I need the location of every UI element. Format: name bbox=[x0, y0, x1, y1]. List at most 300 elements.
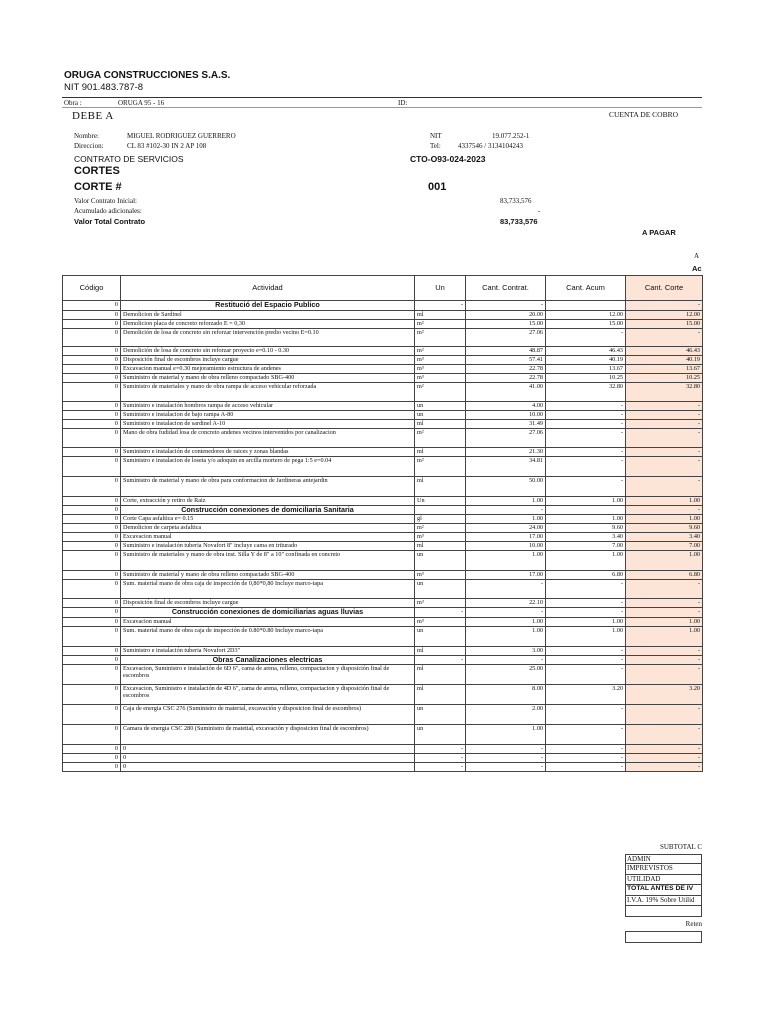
table-row bbox=[63, 744, 703, 753]
table-row bbox=[63, 524, 703, 533]
row-cant-corte: - bbox=[626, 599, 703, 608]
row-cant-corte: 6.80 bbox=[626, 571, 703, 580]
row-activity: Suministro e instalación tuberia Novafort 8" incluye cama en triturado bbox=[121, 542, 415, 551]
row-activity: Excavacion, Suministro e instalación de 4D 6", cama de arena, relleno, compactacion y disposición final de escombros bbox=[121, 684, 415, 704]
table-row bbox=[63, 664, 703, 684]
row-cant-corte: 1.00 bbox=[626, 626, 703, 646]
row-code: 0 bbox=[63, 580, 121, 599]
row-code: 0 bbox=[63, 383, 121, 402]
row-cant-contrat: - bbox=[466, 655, 546, 664]
row-cant-contrat: - bbox=[466, 762, 546, 771]
row-activity: Corte, extracción y retiro de Raiz bbox=[121, 497, 415, 506]
iva-label: I.V.A. 19% Sobre Utilid bbox=[625, 896, 702, 907]
row-cant-corte: - bbox=[626, 655, 703, 664]
row-cant-acum: - bbox=[546, 411, 626, 420]
row-cant-contrat: - bbox=[466, 506, 546, 515]
row-code: 0 bbox=[63, 542, 121, 551]
row-unit-label: m² bbox=[417, 429, 424, 436]
row-cant-contrat: - bbox=[466, 744, 546, 753]
row-unit-label: m² bbox=[417, 524, 424, 532]
row-cant-contrat: 22.78 bbox=[466, 374, 546, 383]
table-row bbox=[63, 724, 703, 744]
table-row bbox=[63, 448, 703, 457]
contrato-label: CONTRATO DE SERVICIOS bbox=[74, 154, 184, 164]
row-cant-contrat: 1.00 bbox=[466, 626, 546, 646]
row-unit bbox=[415, 524, 466, 533]
blank-row-2 bbox=[625, 931, 702, 943]
row-activity: Demolición de losa de concreto sin reforzar proyecto e=0.10 - 0.30 bbox=[121, 347, 415, 356]
row-cant-acum bbox=[546, 506, 626, 515]
row-cant-corte: - bbox=[626, 762, 703, 771]
row-cant-corte: - bbox=[626, 704, 703, 724]
table-row bbox=[63, 420, 703, 429]
row-code: 0 bbox=[63, 744, 121, 753]
row-cant-corte: - bbox=[626, 402, 703, 411]
row-cant-contrat: - bbox=[466, 580, 546, 599]
row-unit-label: un bbox=[417, 411, 424, 418]
row-unit-label: ml bbox=[417, 311, 424, 318]
party-nit-label: NIT bbox=[430, 132, 442, 140]
row-cant-acum: - bbox=[546, 753, 626, 762]
row-cant-contrat: 21.30 bbox=[466, 448, 546, 457]
col-cant-corte: Cant. Corte bbox=[626, 276, 703, 301]
col-cant-acum: Cant. Acum bbox=[546, 276, 626, 301]
row-unit-label: m³ bbox=[417, 617, 424, 625]
row-activity: Construcción conexiones de domiciliarias aguas lluvias bbox=[121, 608, 415, 617]
valor-total-label: Valor Total Contrato bbox=[74, 217, 146, 226]
section-row bbox=[63, 655, 703, 664]
row-cant-corte: - bbox=[626, 457, 703, 477]
row-code: 0 bbox=[63, 704, 121, 724]
row-cant-contrat: 41.00 bbox=[466, 383, 546, 402]
row-unit-mark: - bbox=[460, 753, 463, 761]
row-unit bbox=[415, 617, 466, 626]
row-unit-label: Un bbox=[417, 497, 425, 504]
row-cant-acum: 10.25 bbox=[546, 374, 626, 383]
row-unit bbox=[415, 626, 466, 646]
contrato-value: CTO-O93-024-2023 bbox=[410, 154, 486, 164]
row-cant-contrat: 8.00 bbox=[466, 684, 546, 704]
id-label: ID: bbox=[398, 99, 408, 107]
table-row bbox=[63, 383, 703, 402]
row-unit-label: m³ bbox=[417, 533, 424, 541]
corte-number-value: 001 bbox=[428, 181, 447, 193]
table-row bbox=[63, 580, 703, 599]
row-code: 0 bbox=[63, 402, 121, 411]
row-activity: Suministro e instalacion de bajo rampa A-80 bbox=[121, 411, 415, 420]
row-unit-label: m² bbox=[417, 457, 424, 464]
row-cant-contrat: 3.00 bbox=[466, 646, 546, 655]
row-unit bbox=[415, 762, 466, 771]
row-activity: Suministro e instalacion de sardinel A-10 bbox=[121, 420, 415, 429]
row-unit bbox=[415, 497, 466, 506]
row-cant-contrat: 25.00 bbox=[466, 664, 546, 684]
row-code: 0 bbox=[63, 448, 121, 457]
table-row bbox=[63, 311, 703, 320]
row-cant-acum: - bbox=[546, 664, 626, 684]
row-unit bbox=[415, 347, 466, 356]
row-cant-corte: 13.67 bbox=[626, 365, 703, 374]
blank-row bbox=[625, 906, 702, 917]
row-cant-contrat: 22.10 bbox=[466, 599, 546, 608]
row-cant-acum: - bbox=[546, 762, 626, 771]
row-activity: Suministro de materiales y mano de obra inst. Silla Y de 8" a 10" confinada en concreto bbox=[121, 551, 415, 571]
row-code: 0 bbox=[63, 365, 121, 374]
row-cant-acum: 12.00 bbox=[546, 311, 626, 320]
admin-label: ADMIN bbox=[625, 854, 702, 865]
row-cant-contrat: 31.49 bbox=[466, 420, 546, 429]
row-unit bbox=[415, 515, 466, 524]
row-cant-contrat: 48.87 bbox=[466, 347, 546, 356]
row-code: 0 bbox=[63, 356, 121, 365]
row-unit-label: m² bbox=[417, 347, 424, 354]
row-unit bbox=[415, 374, 466, 383]
row-cant-acum: 7.00 bbox=[546, 542, 626, 551]
tel-value: 4337546 / 3134104243 bbox=[458, 142, 523, 150]
row-cant-acum: - bbox=[546, 646, 626, 655]
row-unit bbox=[415, 684, 466, 704]
row-cant-corte: - bbox=[626, 448, 703, 457]
table-row bbox=[63, 515, 703, 524]
row-cant-acum: 40.19 bbox=[546, 356, 626, 365]
row-activity: Caja de energia CSC 276 (Suministro de material, excavación y disposicion final de escombros) bbox=[121, 704, 415, 724]
row-cant-corte: 32.80 bbox=[626, 383, 703, 402]
table-row bbox=[63, 497, 703, 506]
row-cant-corte: - bbox=[626, 301, 703, 311]
row-activity: 0 bbox=[121, 762, 415, 771]
row-activity: 0 bbox=[121, 744, 415, 753]
row-cant-corte: - bbox=[626, 753, 703, 762]
row-unit bbox=[415, 365, 466, 374]
col-codigo: Código bbox=[63, 276, 121, 301]
row-activity: Obras Canalizaciones electricas bbox=[121, 655, 415, 664]
table-row bbox=[63, 646, 703, 655]
table-row bbox=[63, 684, 703, 704]
row-code: 0 bbox=[63, 515, 121, 524]
row-cant-corte: - bbox=[626, 724, 703, 744]
row-unit bbox=[415, 383, 466, 402]
row-code: 0 bbox=[63, 477, 121, 497]
row-cant-contrat: 57.41 bbox=[466, 356, 546, 365]
row-unit bbox=[415, 420, 466, 429]
row-unit-label: un bbox=[417, 551, 424, 559]
row-code: 0 bbox=[63, 753, 121, 762]
row-unit bbox=[415, 542, 466, 551]
row-activity: Camara de energia CSC 280 (Suministro de matetial, excavación y disposicion final de escombros) bbox=[121, 724, 415, 744]
table-row bbox=[63, 599, 703, 608]
row-cant-corte: 15.00 bbox=[626, 320, 703, 329]
row-unit bbox=[415, 753, 466, 762]
row-code: 0 bbox=[63, 551, 121, 571]
row-cant-acum: 9.60 bbox=[546, 524, 626, 533]
obra-divider bbox=[62, 107, 702, 108]
row-cant-corte: 1.00 bbox=[626, 497, 703, 506]
row-cant-acum: - bbox=[546, 477, 626, 497]
row-unit-label: m³ bbox=[417, 571, 424, 579]
row-cant-contrat: 20.00 bbox=[466, 311, 546, 320]
row-cant-acum: - bbox=[546, 724, 626, 744]
row-unit bbox=[415, 580, 466, 599]
row-cant-corte: 1.00 bbox=[626, 617, 703, 626]
row-cant-acum: 1.00 bbox=[546, 515, 626, 524]
table-row bbox=[63, 571, 703, 580]
row-unit bbox=[415, 655, 466, 664]
row-unit-label: ml bbox=[417, 664, 424, 672]
company-name: ORUGA CONSTRUCCIONES S.A.S. bbox=[64, 70, 231, 81]
row-unit-mark: - bbox=[460, 762, 463, 770]
row-cant-corte: - bbox=[626, 477, 703, 497]
row-activity: Demolicion placa de concreto reforzado E = 0,30 bbox=[121, 320, 415, 329]
valor-inicial-label: Valor Contrato Inicial: bbox=[74, 197, 137, 205]
row-unit-label: ml bbox=[417, 448, 424, 455]
row-code: 0 bbox=[63, 646, 121, 655]
row-cant-corte: - bbox=[626, 664, 703, 684]
row-cant-contrat: 17.00 bbox=[466, 571, 546, 580]
row-cant-acum: 46.43 bbox=[546, 347, 626, 356]
row-cant-contrat: 1.00 bbox=[466, 497, 546, 506]
table-row bbox=[63, 356, 703, 365]
row-unit-label: m³ bbox=[417, 599, 424, 607]
row-unit bbox=[415, 329, 466, 347]
summary-box bbox=[625, 843, 702, 943]
obra-value: ORUGA 95 - 16 bbox=[118, 99, 165, 107]
row-cant-contrat: 10.00 bbox=[466, 411, 546, 420]
row-code: 0 bbox=[63, 429, 121, 448]
row-cant-acum: 1.00 bbox=[546, 551, 626, 571]
row-cant-acum: - bbox=[546, 420, 626, 429]
table-row bbox=[63, 542, 703, 551]
row-code: 0 bbox=[63, 420, 121, 429]
row-unit bbox=[415, 533, 466, 542]
row-unit bbox=[415, 724, 466, 744]
row-code: 0 bbox=[63, 599, 121, 608]
row-cant-acum: 3.40 bbox=[546, 533, 626, 542]
col-actividad: Actividad bbox=[121, 276, 415, 301]
row-activity: 0 bbox=[121, 753, 415, 762]
row-cant-acum: 6.80 bbox=[546, 571, 626, 580]
nombre-value: MIGUEL RODRIGUEZ GUERRERO bbox=[127, 132, 236, 140]
subtotal-label: SUBTOTAL C bbox=[659, 843, 702, 851]
row-activity: Suministro de materiales y mano de obra rampa de acceso vehicular reforzada bbox=[121, 383, 415, 402]
row-unit-mark: - bbox=[460, 655, 463, 663]
row-activity: Excavacion, Suministro e instalación de 6D 6", cama de arena, relleno, compactacion y disposición final de escombros bbox=[121, 664, 415, 684]
row-cant-corte: 40.19 bbox=[626, 356, 703, 365]
table-row bbox=[63, 626, 703, 646]
row-code: 0 bbox=[63, 524, 121, 533]
row-unit-label: un bbox=[417, 402, 424, 409]
row-code: 0 bbox=[63, 301, 121, 311]
row-unit-label: m³ bbox=[417, 365, 424, 372]
row-unit-label: gl bbox=[417, 515, 422, 523]
table-row bbox=[63, 374, 703, 383]
row-cant-acum: - bbox=[546, 599, 626, 608]
row-activity: Disposición final de escombros incluye cargue bbox=[121, 599, 415, 608]
row-activity: Mano de obra fudidad losa de concreto andenes vecinos intervenidos por canalizacion bbox=[121, 429, 415, 448]
row-activity: Suministro e instalacion de loseta y/o adoquin en arcilla mortero de pega 1:5 e=0.04 bbox=[121, 457, 415, 477]
row-cant-contrat: 1.00 bbox=[466, 724, 546, 744]
total-antes-iva-label: TOTAL ANTES DE IV bbox=[625, 885, 702, 896]
row-cant-acum: 15.00 bbox=[546, 320, 626, 329]
corte-number-label: CORTE # bbox=[74, 181, 122, 193]
row-code: 0 bbox=[63, 762, 121, 771]
row-unit bbox=[415, 320, 466, 329]
section-row bbox=[63, 608, 703, 617]
row-unit bbox=[415, 448, 466, 457]
row-unit-label: m² bbox=[417, 383, 424, 390]
row-cant-acum: 32.80 bbox=[546, 383, 626, 402]
row-unit-label: un bbox=[417, 626, 424, 634]
table-row bbox=[63, 402, 703, 411]
row-unit bbox=[415, 551, 466, 571]
row-cant-contrat: 27.06 bbox=[466, 429, 546, 448]
row-activity: Excavacion manual e=0.30 mejoramiento estructura de andenes bbox=[121, 365, 415, 374]
valor-inicial-value: 83,733,576 bbox=[500, 197, 532, 205]
row-unit bbox=[415, 744, 466, 753]
row-unit bbox=[415, 477, 466, 497]
row-code: 0 bbox=[63, 411, 121, 420]
row-cant-contrat: - bbox=[466, 608, 546, 617]
imprevistos-label: IMPREVISTOS bbox=[625, 864, 702, 875]
table-row bbox=[63, 320, 703, 329]
row-unit bbox=[415, 457, 466, 477]
obra-label: Obra : bbox=[64, 99, 82, 107]
table-row bbox=[63, 411, 703, 420]
row-unit bbox=[415, 311, 466, 320]
row-cant-acum: 1.00 bbox=[546, 617, 626, 626]
row-unit-label: ml bbox=[417, 542, 424, 550]
row-cant-acum: - bbox=[546, 448, 626, 457]
row-cant-acum: - bbox=[546, 402, 626, 411]
row-code: 0 bbox=[63, 329, 121, 347]
tel-label: Tel: bbox=[430, 142, 441, 150]
row-cant-contrat: 27.06 bbox=[466, 329, 546, 347]
row-cant-corte: - bbox=[626, 329, 703, 347]
row-unit-label: m² bbox=[417, 320, 424, 327]
row-unit-label: ml bbox=[417, 477, 424, 484]
row-code: 0 bbox=[63, 724, 121, 744]
table-row bbox=[63, 477, 703, 497]
row-unit-label: m³ bbox=[417, 356, 424, 363]
row-code: 0 bbox=[63, 311, 121, 320]
row-activity: Demolicion de Sardinel bbox=[121, 311, 415, 320]
row-unit bbox=[415, 506, 466, 515]
row-unit bbox=[415, 704, 466, 724]
row-unit-label: m³ bbox=[417, 374, 424, 381]
row-cant-corte: - bbox=[626, 744, 703, 753]
row-unit bbox=[415, 664, 466, 684]
row-cant-acum: - bbox=[546, 744, 626, 753]
row-cant-acum: 3.20 bbox=[546, 684, 626, 704]
row-unit-label: ml bbox=[417, 684, 424, 692]
row-code: 0 bbox=[63, 617, 121, 626]
acumulado-label: Acumulado adicionales: bbox=[74, 207, 142, 215]
row-unit-label: m² bbox=[417, 329, 424, 336]
header-divider bbox=[62, 97, 702, 98]
row-unit-mark: - bbox=[460, 301, 463, 308]
row-code: 0 bbox=[63, 374, 121, 383]
row-cant-corte: - bbox=[626, 420, 703, 429]
row-cant-acum: - bbox=[546, 429, 626, 448]
row-activity: Suministro e instalación tuberia Novafort 2D3" bbox=[121, 646, 415, 655]
row-code: 0 bbox=[63, 506, 121, 515]
row-cant-corte: 1.00 bbox=[626, 515, 703, 524]
row-cant-contrat: - bbox=[466, 753, 546, 762]
row-activity: Suministro e instalación hombros rampa de acceso vehicular bbox=[121, 402, 415, 411]
row-unit bbox=[415, 301, 466, 311]
row-cant-contrat: 24.00 bbox=[466, 524, 546, 533]
row-code: 0 bbox=[63, 457, 121, 477]
activity-table bbox=[62, 275, 702, 772]
row-code: 0 bbox=[63, 320, 121, 329]
row-cant-acum: - bbox=[546, 655, 626, 664]
row-activity: Restitució del Espacio Publico bbox=[121, 301, 415, 311]
acumulado-value: - bbox=[538, 207, 541, 215]
table-row bbox=[63, 347, 703, 356]
party-nit-value: 19.077.252-1 bbox=[492, 132, 530, 140]
row-cant-contrat: 22.78 bbox=[466, 365, 546, 374]
debe-a: DEBE A bbox=[72, 110, 114, 122]
row-unit-label: un bbox=[417, 580, 424, 588]
row-cant-corte: 46.43 bbox=[626, 347, 703, 356]
col-cant-contrat: Cant. Contrat. bbox=[466, 276, 546, 301]
row-cant-contrat: 2.00 bbox=[466, 704, 546, 724]
row-cant-corte: 1.00 bbox=[626, 551, 703, 571]
row-cant-corte: - bbox=[626, 646, 703, 655]
row-cant-acum: - bbox=[546, 704, 626, 724]
direccion-value: CL 83 #102-30 IN 2 AP 108 bbox=[127, 142, 207, 150]
row-cant-acum: 1.00 bbox=[546, 497, 626, 506]
row-code: 0 bbox=[63, 664, 121, 684]
row-unit-mark: - bbox=[460, 608, 463, 616]
row-cant-acum: - bbox=[546, 457, 626, 477]
row-unit-label: un bbox=[417, 704, 424, 712]
table-row bbox=[63, 329, 703, 347]
row-activity: Disposición final de escombros incluye cargue bbox=[121, 356, 415, 365]
row-activity: Sum. material mano de obra caja de inspección de 0,80*0,80 Incluye marco-tapa bbox=[121, 580, 415, 599]
row-cant-contrat: 10.00 bbox=[466, 542, 546, 551]
a-pagar-label: A PAGAR bbox=[642, 228, 676, 237]
row-activity: Excavacion manual bbox=[121, 533, 415, 542]
row-activity: Excavacion manual bbox=[121, 617, 415, 626]
row-unit bbox=[415, 429, 466, 448]
row-cant-contrat: - bbox=[466, 301, 546, 311]
table-row bbox=[63, 753, 703, 762]
retencion-label: Reten bbox=[685, 919, 702, 928]
row-activity: Demolición de losa de concreto sin reforzar intervención predio vecino E=0.10 bbox=[121, 329, 415, 347]
row-activity: Suministro de material y mano de obra para conformacion de Jardineras antejardin bbox=[121, 477, 415, 497]
row-cant-corte: - bbox=[626, 608, 703, 617]
row-activity: Suministro de material y mano de obra relleno compactado SBG-400 bbox=[121, 374, 415, 383]
table-row bbox=[63, 429, 703, 448]
row-cant-acum: - bbox=[546, 329, 626, 347]
row-cant-contrat: 50.00 bbox=[466, 477, 546, 497]
table-row bbox=[63, 704, 703, 724]
row-cant-corte: 12.00 bbox=[626, 311, 703, 320]
utilidad-label: UTILIDAD bbox=[625, 875, 702, 886]
acumulado-col-stub-2: Ac bbox=[692, 264, 702, 273]
row-code: 0 bbox=[63, 497, 121, 506]
row-cant-acum: - bbox=[546, 580, 626, 599]
row-activity: Suministro de material y mano de obra relleno compactado SBG-400 bbox=[121, 571, 415, 580]
row-unit bbox=[415, 411, 466, 420]
table-row bbox=[63, 617, 703, 626]
row-cant-acum: 1.00 bbox=[546, 626, 626, 646]
row-cant-contrat: 17.00 bbox=[466, 533, 546, 542]
row-code: 0 bbox=[63, 533, 121, 542]
cuenta-de-cobro: CUENTA DE COBRO bbox=[609, 110, 678, 119]
row-cant-corte: 3.20 bbox=[626, 684, 703, 704]
row-cant-corte: - bbox=[626, 429, 703, 448]
